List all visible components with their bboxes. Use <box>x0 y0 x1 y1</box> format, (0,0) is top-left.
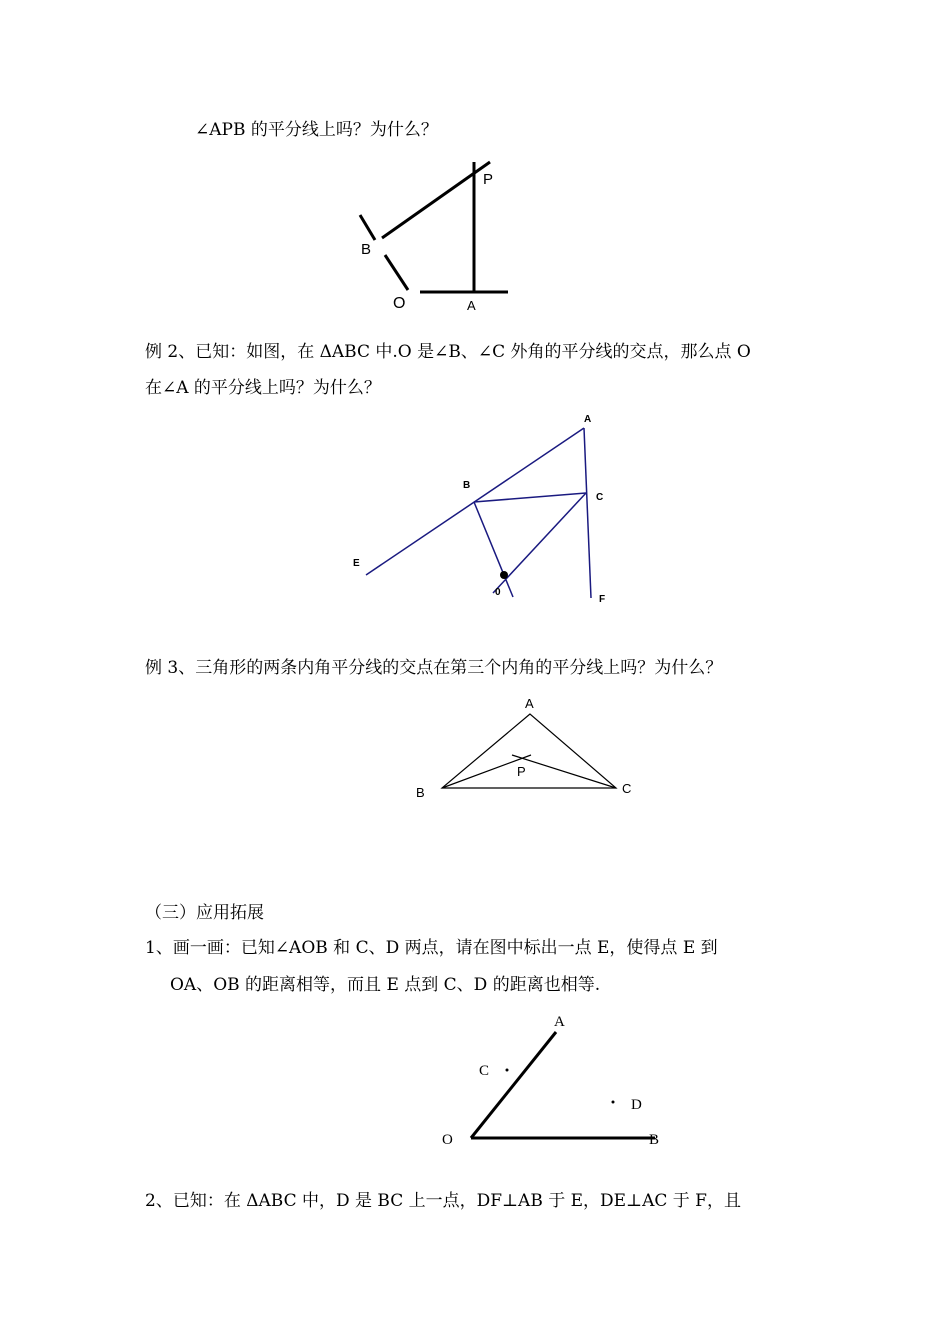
line-a-f <box>584 428 591 598</box>
bisector-b-o <box>474 502 513 597</box>
fig1-label-p: P <box>483 171 494 188</box>
section-heading: （三）应用拓展 <box>145 903 264 923</box>
exercise1-line2: OA、OB 的距离相等，而且 E 点到 C、D 的距离也相等. <box>170 975 601 995</box>
triangle-abc <box>442 714 616 788</box>
fig4-label-d: D <box>631 1097 642 1113</box>
fig1-label-o: O <box>393 295 406 312</box>
fig2-label-b: B <box>463 480 471 491</box>
fig2-label-o: 0 <box>495 587 501 598</box>
segment-b-o <box>385 255 408 290</box>
figure-4 <box>471 1032 655 1138</box>
fig4-label-b: B <box>649 1132 660 1148</box>
question-tail: ∠APB 的平分线上吗？为什么？ <box>195 120 438 140</box>
point-o <box>500 571 508 579</box>
segment-b-c <box>474 493 586 502</box>
bisector-c <box>512 755 616 788</box>
example3-text: 例 3、三角形的两条内角平分线的交点在第三个内角的平分线上吗？为什么？ <box>145 658 723 678</box>
point-c <box>506 1069 509 1072</box>
fig2-label-e: E <box>353 558 360 569</box>
exercise2-line1: 2、已知：在 ΔABC 中，D 是 BC 上一点，DF⊥AB 于 E，DE⊥AC 于 F，且 <box>145 1191 741 1211</box>
ray-oa <box>471 1032 556 1138</box>
example2-line2: 在∠A 的平分线上吗？为什么？ <box>145 378 381 398</box>
segment-b-upper <box>360 215 375 240</box>
fig2-label-c: C <box>596 492 604 503</box>
fig3-label-a: A <box>525 696 534 711</box>
fig3-label-p: P <box>517 764 526 779</box>
point-d <box>612 1101 615 1104</box>
fig3-label-c: C <box>622 781 632 796</box>
example2-line1: 例 2、已知：如图，在 ΔABC 中.O 是∠B、∠C 外角的平分线的交点，那么点 O <box>145 342 751 362</box>
fig1-label-a: A <box>467 298 476 313</box>
fig2-label-f: F <box>599 594 606 605</box>
fig3-label-b: B <box>416 785 425 800</box>
bisector-c-o <box>493 493 586 593</box>
figure-2 <box>366 428 591 598</box>
fig1-label-b: B <box>361 241 372 258</box>
fig2-label-a: A <box>584 414 592 425</box>
fig4-label-a: A <box>554 1014 565 1030</box>
fig4-label-o: O <box>442 1132 453 1148</box>
figure-3 <box>442 714 616 788</box>
fig4-label-c: C <box>479 1063 490 1079</box>
exercise1-line1: 1、画一画：已知∠AOB 和 C、D 两点，请在图中标出一点 E，使得点 E 到 <box>145 938 718 958</box>
